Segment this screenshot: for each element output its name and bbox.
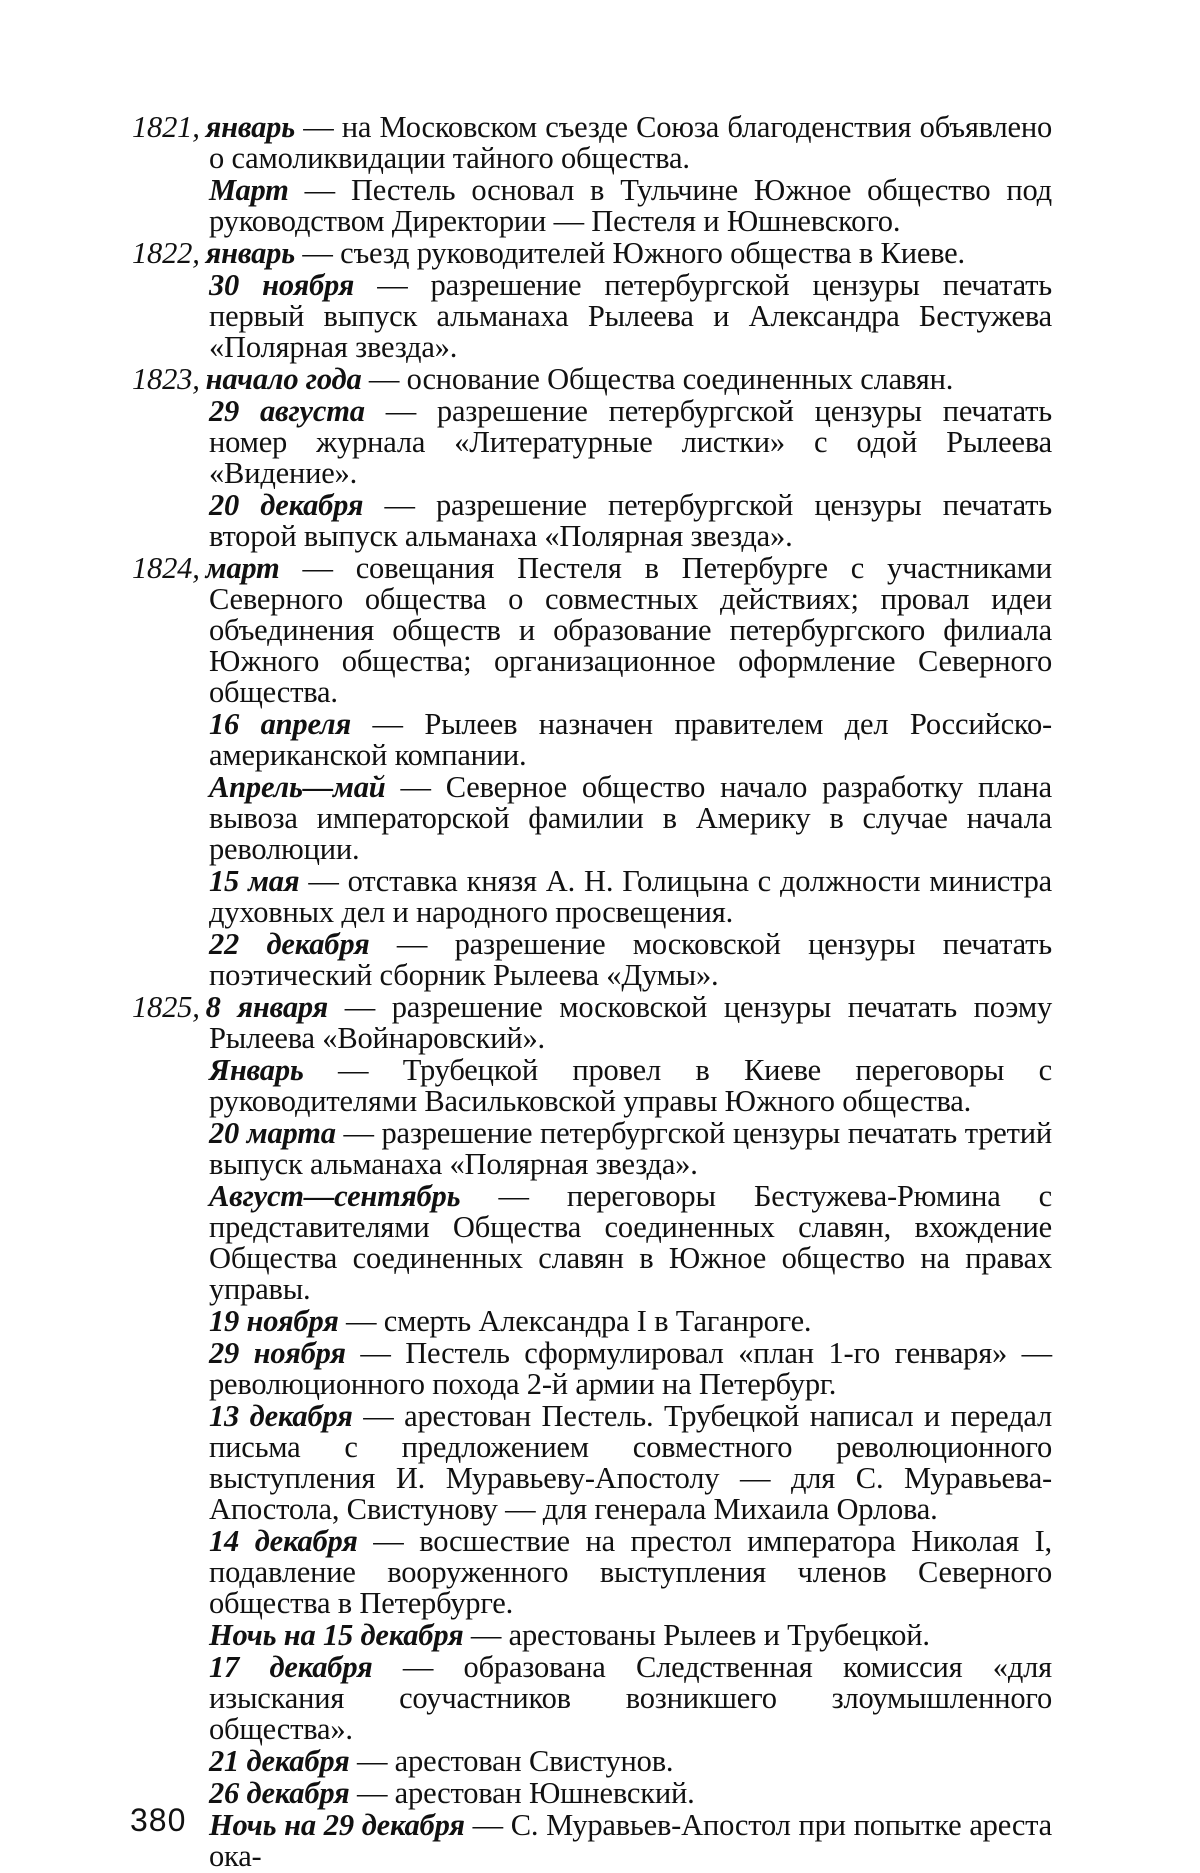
entry-text: — основание Общества соединенных славян. bbox=[361, 362, 954, 396]
chronology-entry bbox=[132, 1746, 1052, 1777]
entry-date: Апрель—май bbox=[209, 770, 386, 804]
chronology-entry bbox=[132, 709, 1052, 771]
chronology-entry bbox=[132, 1652, 1052, 1745]
entry-date: Январь bbox=[209, 1053, 304, 1087]
entry-date: 13 декабря bbox=[209, 1399, 353, 1433]
entry-text: — на Московском съезде Союза благоденствия объявлено о самоликвидации тайного общества. bbox=[209, 110, 1052, 175]
chronology-entry bbox=[132, 1810, 1052, 1872]
entry-year: 1823, bbox=[132, 362, 200, 396]
entry-text: — Пестель сформулировал «план 1-го генваря» — революционного похода 2-й армии на Петербург. bbox=[209, 1336, 1052, 1401]
entry-date: 30 ноября bbox=[209, 268, 355, 302]
chronology-entry bbox=[132, 270, 1052, 363]
entry-date: 29 августа bbox=[209, 394, 365, 428]
entry-date: 26 декабря bbox=[209, 1776, 350, 1810]
chronology-entry bbox=[132, 1338, 1052, 1400]
chronology-entry bbox=[132, 772, 1052, 865]
entry-date: Август—сентябрь bbox=[209, 1179, 461, 1213]
entry-text: — разрешение московской цензуры печатать поэму Рылеева «Войнаровский». bbox=[209, 990, 1052, 1055]
chronology-entry bbox=[132, 1401, 1052, 1525]
entry-text: — образована Следственная комиссия «для изыскания соучастников возникшего злоумышленного общества». bbox=[209, 1650, 1052, 1746]
entry-text: — Трубецкой провел в Киеве переговоры с руководителями Васильковской управы Южного общества. bbox=[209, 1053, 1052, 1118]
entry-date: начало года bbox=[205, 362, 362, 396]
entry-date: 14 декабря bbox=[209, 1524, 358, 1558]
entry-year: 1822, bbox=[132, 236, 200, 270]
entry-text: — разрешение петербургской цензуры печатать второй выпуск альманаха «Полярная звезда». bbox=[209, 488, 1052, 553]
entry-text: — арестован Юшневский. bbox=[349, 1776, 695, 1810]
entry-text: — разрешение петербургской цензуры печатать третий выпуск альманаха «Полярная звезда». bbox=[209, 1116, 1052, 1181]
chronology-entry bbox=[132, 929, 1052, 991]
chronology-entry bbox=[132, 364, 1052, 395]
chronology-entry bbox=[132, 1118, 1052, 1180]
entry-date: 17 декабря bbox=[209, 1650, 373, 1684]
entry-text: — отставка князя А. Н. Голицына с должности министра духовных дел и народного просвещения. bbox=[209, 864, 1052, 929]
chronology-entry bbox=[132, 1055, 1052, 1117]
entry-text: — разрешение петербургской цензуры печатать первый выпуск альманаха Рылеева и Александра Бестужева «Полярная звезда». bbox=[209, 268, 1052, 364]
entry-date: 29 ноября bbox=[209, 1336, 346, 1370]
entry-date: 8 января bbox=[205, 990, 329, 1024]
chronology-entry bbox=[132, 1181, 1052, 1305]
chronology-entry bbox=[132, 1778, 1052, 1809]
entry-date: Ночь на 15 декабря bbox=[209, 1618, 464, 1652]
chronology-entry bbox=[132, 396, 1052, 489]
entry-date: 15 мая bbox=[209, 864, 300, 898]
entry-text: — разрешение петербургской цензуры печатать номер журнала «Литературные листки» с одой Рылеева «Видение». bbox=[209, 394, 1052, 490]
entry-text: — съезд руководителей Южного общества в Киеве. bbox=[294, 236, 965, 270]
page-number: 380 bbox=[130, 1802, 187, 1838]
entry-date: 20 марта bbox=[209, 1116, 336, 1150]
chronology-entry bbox=[132, 175, 1052, 237]
chronology-entry bbox=[132, 1526, 1052, 1619]
entry-date: январь bbox=[205, 236, 295, 270]
entry-date: 21 декабря bbox=[209, 1744, 350, 1778]
chronology-entry bbox=[132, 866, 1052, 928]
entry-text: — арестован Свистунов. bbox=[349, 1744, 674, 1778]
chronology-entry bbox=[132, 1306, 1052, 1337]
entry-date: 16 апреля bbox=[209, 707, 352, 741]
chronology-entry bbox=[132, 992, 1052, 1054]
entry-date: 20 декабря bbox=[209, 488, 364, 522]
entry-year: 1825, bbox=[132, 990, 200, 1024]
entry-date: январь bbox=[205, 110, 295, 144]
chronology-list bbox=[132, 112, 1052, 1873]
entry-text: — смерть Александра I в Таганроге. bbox=[338, 1304, 812, 1338]
entry-text: — разрешение московской цензуры печатать поэтический сборник Рылеева «Думы». bbox=[209, 927, 1052, 992]
entry-date: 22 декабря bbox=[209, 927, 370, 961]
chronology-entry bbox=[132, 112, 1052, 174]
entry-text: — совещания Пестеля в Петербурге с участниками Северного общества о совместных действиях; провал идеи объединения обществ и образование петербургского филиала Южного общества; организационное оформление Северного общества. bbox=[209, 551, 1052, 709]
entry-text: — Рылеев назначен правителем дел Российско-американской компании. bbox=[209, 707, 1052, 772]
entry-date: март bbox=[205, 551, 280, 585]
entry-text: — Северное общество начало разработку плана вывоза императорской фамилии в Америку в случае начала революции. bbox=[209, 770, 1052, 866]
entry-year: 1824, bbox=[132, 551, 200, 585]
entry-date: Ночь на 29 декабря bbox=[209, 1808, 465, 1842]
entry-text: — Пестель основал в Тульчине Южное общество под руководством Директории — Пестеля и Юшневского. bbox=[209, 173, 1052, 238]
entry-text: — арестован Пестель. Трубецкой написал и передал письма с предложением совместного революционного выступления И. Муравьеву-Апостолу — для С. Муравьева-Апостола, Свистунову — для генерала Михаила Орлова. bbox=[209, 1399, 1052, 1526]
chronology-entry bbox=[132, 490, 1052, 552]
entry-text: — арестованы Рылеев и Трубецкой. bbox=[463, 1618, 930, 1652]
chronology-entry bbox=[132, 238, 1052, 269]
entry-date: 19 ноября bbox=[209, 1304, 339, 1338]
entry-year: 1821, bbox=[132, 110, 200, 144]
entry-text: — переговоры Бестужева-Рюмина с представителями Общества соединенных славян, вхождение Общества соединенных славян в Южное общество на правах управы. bbox=[209, 1179, 1052, 1306]
entry-date: Март bbox=[209, 173, 289, 207]
entry-text: — С. Муравьев-Апостол при попытке ареста ока- bbox=[209, 1808, 1052, 1873]
entry-text: — восшествие на престол императора Николая I, подавление вооруженного выступления членов Северного общества в Петербурге. bbox=[209, 1524, 1052, 1620]
chronology-entry bbox=[132, 1620, 1052, 1651]
chronology-entry bbox=[132, 553, 1052, 708]
